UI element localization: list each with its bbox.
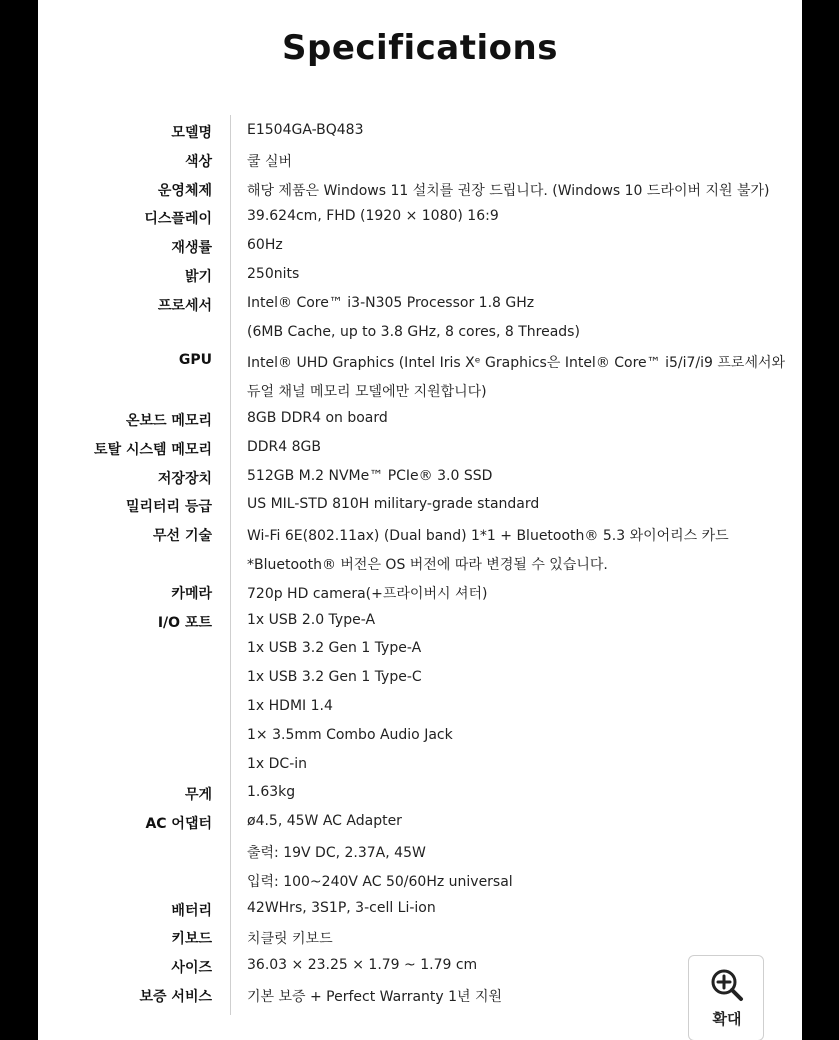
spec-value: 512GB M.2 NVMe™ PCIe® 3.0 SSD [247, 467, 493, 484]
spec-label: 디스플레이 [144, 211, 212, 228]
spec-row [38, 147, 802, 176]
spec-table [38, 118, 802, 1011]
spec-value: 250nits [247, 265, 300, 282]
spec-label: 토탈 시스템 메모리 [94, 441, 212, 458]
spec-label: 색상 [184, 153, 212, 170]
spec-row [38, 636, 802, 665]
spec-label: 저장장치 [157, 470, 212, 487]
zoom-in-icon [710, 968, 744, 1002]
spec-label: 운영체제 [157, 182, 212, 199]
spec-label: 배터리 [171, 902, 212, 919]
spec-value: 1.63kg [247, 784, 296, 801]
spec-row [38, 435, 802, 464]
spec-row [38, 924, 802, 953]
spec-label: 밝기 [184, 268, 212, 285]
spec-value: 720p HD camera(+프라이버시 셔터) [247, 585, 488, 602]
spec-value: 36.03 × 23.25 × 1.79 ~ 1.79 cm [247, 957, 478, 974]
spec-value: 1x USB 2.0 Type-A [247, 611, 376, 628]
spec-label: 온보드 메모리 [125, 412, 212, 429]
spec-value: 60Hz [247, 237, 283, 254]
spec-row [38, 291, 802, 320]
spec-value: ø4.5, 45W AC Adapter [247, 813, 402, 830]
spec-row [38, 176, 802, 205]
spec-row [38, 492, 802, 521]
spec-row [38, 550, 802, 579]
spec-row [38, 204, 802, 233]
spec-value: 1x DC-in [247, 755, 308, 772]
spec-row [38, 233, 802, 262]
spec-value: *Bluetooth® 버전은 OS 버전에 따라 변경될 수 있습니다. [247, 556, 608, 573]
spec-label: 모델명 [171, 125, 212, 141]
spec-value: 출력: 19V DC, 2.37A, 45W [247, 844, 426, 861]
spec-label: 밀리터리 등급 [125, 499, 212, 516]
spec-value: Intel® Core™ i3-N305 Processor 1.8 GHz [247, 294, 535, 311]
spec-value: 입력: 100~240V AC 50/60Hz universal [247, 873, 513, 890]
spec-row [38, 464, 802, 493]
spec-value: 치클릿 키보드 [247, 931, 333, 948]
spec-row [38, 579, 802, 608]
spec-label: 무선 기술 [153, 528, 212, 545]
spec-page [38, 0, 802, 1040]
spec-row [38, 118, 802, 147]
spec-label: 사이즈 [171, 960, 212, 977]
spec-value: 해당 제품은 Windows 11 설치를 권장 드립니다. (Windows 10 드라이버 지원 불가) [247, 182, 770, 199]
spec-row [38, 723, 802, 752]
spec-row [38, 838, 802, 867]
spec-value: DDR4 8GB [247, 438, 322, 455]
spec-label: 프로세서 [157, 297, 212, 314]
spec-value: 듀얼 채널 메모리 모델에만 지원합니다) [247, 384, 487, 401]
spec-value: 39.624cm, FHD (1920 × 1080) 16:9 [247, 208, 499, 225]
spec-row [38, 809, 802, 838]
spec-value: 1× 3.5mm Combo Audio Jack [247, 726, 453, 743]
spec-label: 보증 서비스 [139, 988, 212, 1005]
page-title: Specifications [282, 28, 558, 68]
spec-row [38, 665, 802, 694]
spec-value: 1x USB 3.2 Gen 1 Type-A [247, 640, 422, 657]
spec-label: 무게 [184, 787, 212, 804]
spec-row [38, 348, 802, 377]
spec-value: Intel® UHD Graphics (Intel Iris Xᵉ Graphics은 Intel® Core™ i5/i7/i9 프로세서와 [247, 355, 786, 372]
spec-row [38, 867, 802, 896]
spec-label: GPU [178, 352, 212, 369]
spec-row [38, 694, 802, 723]
spec-row [38, 521, 802, 550]
zoom-label: 확대 [712, 1010, 742, 1028]
spec-label: 키보드 [171, 931, 212, 948]
spec-row [38, 608, 802, 637]
spec-row [38, 377, 802, 406]
spec-value: 8GB DDR4 on board [247, 409, 388, 426]
spec-row [38, 896, 802, 925]
spec-label: 재생률 [171, 240, 212, 257]
spec-value: 1x HDMI 1.4 [247, 697, 333, 714]
spec-row [38, 752, 802, 781]
spec-value: (6MB Cache, up to 3.8 GHz, 8 cores, 8 Threads) [247, 323, 580, 340]
spec-value: US MIL-STD 810H military-grade standard [247, 496, 540, 513]
spec-value: 1x USB 3.2 Gen 1 Type-C [247, 669, 422, 686]
spec-label: 카메라 [171, 585, 212, 602]
spec-value: E1504GA-BQ483 [247, 122, 364, 138]
zoom-button[interactable] [688, 955, 764, 1040]
spec-value: 42WHrs, 3S1P, 3-cell Li-ion [247, 899, 436, 916]
spec-label: AC 어댑터 [145, 816, 212, 833]
spec-value: 기본 보증 + Perfect Warranty 1년 지원 [247, 988, 503, 1005]
spec-row [38, 262, 802, 291]
spec-row [38, 320, 802, 349]
spec-label: I/O 포트 [157, 614, 212, 631]
spec-value: Wi-Fi 6E(802.11ax) (Dual band) 1*1 + Bluetooth® 5.3 와이어리스 카드 [247, 528, 729, 545]
spec-row [38, 406, 802, 435]
spec-value: 쿨 실버 [247, 153, 293, 170]
spec-row [38, 780, 802, 809]
